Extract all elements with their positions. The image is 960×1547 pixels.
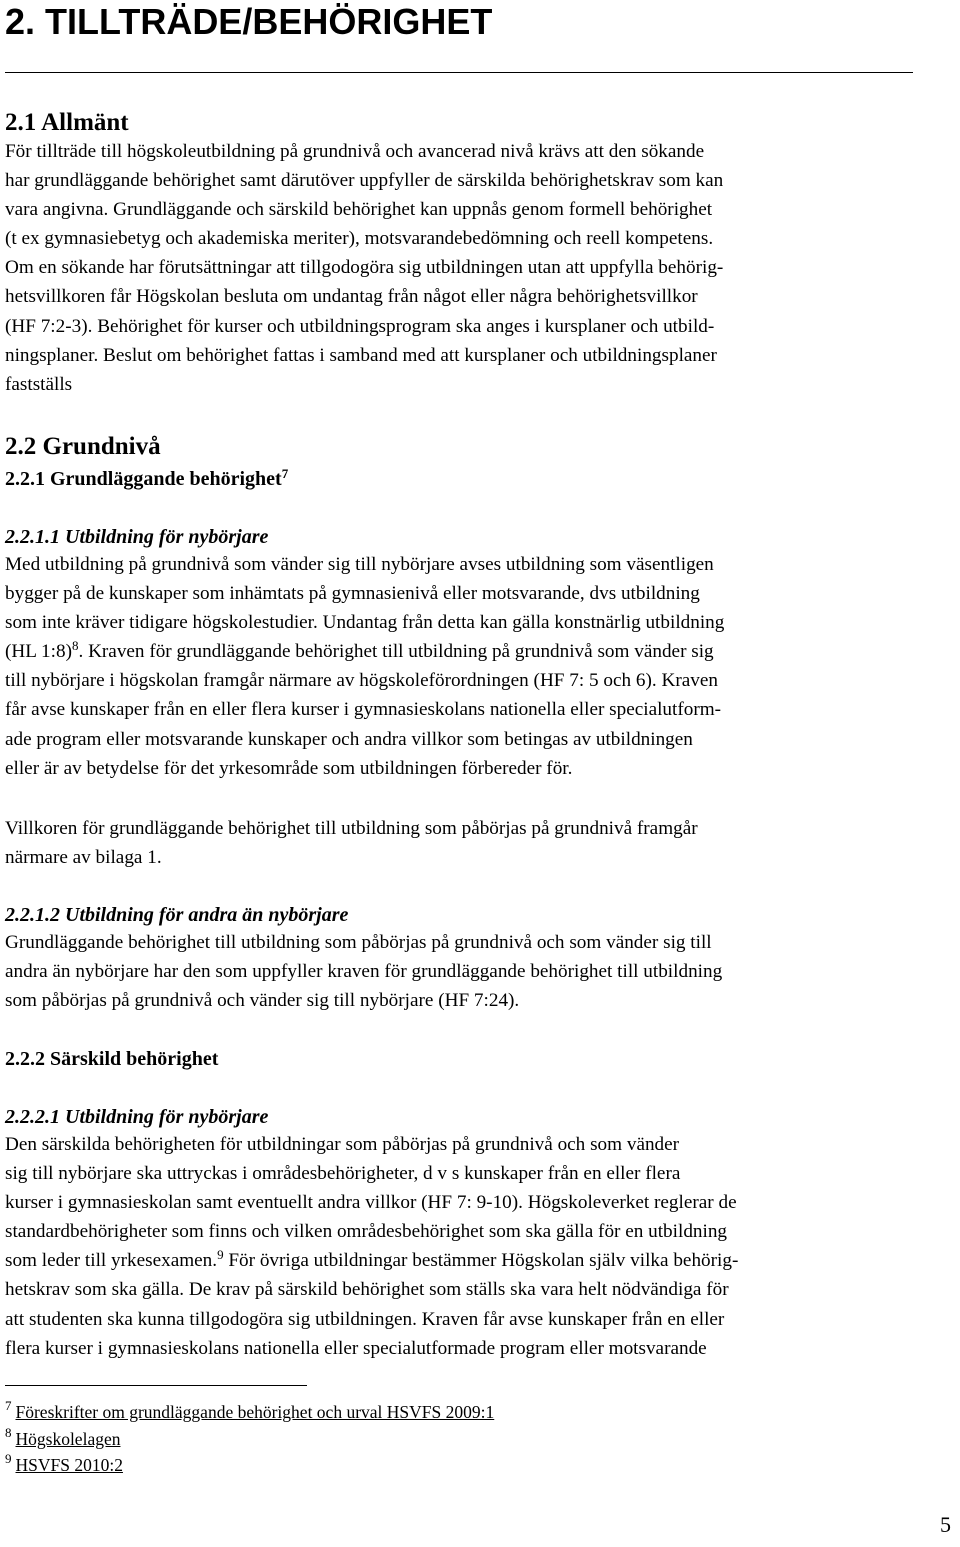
subsection-2-2-1-1	[5, 524, 955, 783]
text-line: hetsvillkoren får Högskolan besluta om undantag från något eller några behörighetsvillkor	[5, 286, 698, 308]
text-line: flera kurser i gymnasieskolans nationella eller specialutformade program eller motsvarande	[5, 1337, 707, 1359]
text-line: bygger på de kunskaper som inhämtats på gymnasienivå eller motsvarande, dvs utbildning	[5, 583, 700, 605]
text-line: fastställs	[5, 373, 73, 395]
subsection-2-2-1-1-paragraph-2	[5, 814, 955, 872]
subsection-2-2-1-1-paragraph	[5, 550, 955, 783]
subsection-2-2-2-1-paragraph	[5, 1130, 955, 1363]
text-line: Villkoren för grundläggande behörighet till utbildning som påbörjas på grundnivå framgår	[5, 818, 698, 839]
text-line: som inte kräver tidigare högskolestudier. Undantag från detta kan gälla konstnärlig utbildning	[5, 612, 725, 634]
subsection-title-2-2-1-1: 2.2.1.1 Utbildning för nybörjare	[5, 526, 269, 548]
text-line: hetskrav som ska gälla. De krav på särskild behörighet som ställs ska vara helt nödvändiga för	[5, 1279, 729, 1301]
text-line: (t ex gymnasiebetyg och akademiska meriter), motsvarandebedömning och reell kompetens.	[5, 228, 714, 250]
text-line: (HF 7:2-3). Behörighet för kurser och utbildningsprogram ska anges i kursplaner och utbild-	[5, 315, 715, 337]
subsection-2-2-1	[5, 466, 955, 492]
subsection-title-2-2-1-2: 2.2.1.2 Utbildning för andra än nybörjare	[5, 904, 349, 926]
chapter-heading: 2. TILLTRÄDE/BEHÖRIGHET	[5, 1, 493, 42]
footnote-link[interactable]: HSVFS 2010:2	[15, 1455, 123, 1475]
subsection-title-2-2-2: 2.2.2 Särskild behörighet	[5, 1048, 219, 1070]
section-2-1	[5, 108, 955, 399]
text-line: som påbörjas på grundnivå och vänder sig till nybörjare (HF 7:24).	[5, 990, 520, 1012]
text-line: Om en sökande har förutsättningar att tillgodogöra sig utbildningen utan att uppfylla behörig-	[5, 257, 724, 279]
text-line: som leder till yrkesexamen.$^9$ För övriga utbildningar bestämmer Högskolan själv vilka behörig-	[5, 1247, 739, 1272]
text-line: eller är av betydelse för det yrkesområde som utbildningen förbereder för.	[5, 757, 573, 779]
footnote-ref[interactable]: 9	[217, 1247, 224, 1263]
footnote-ref[interactable]: 7	[281, 466, 289, 481]
subsection-title-2-2-2-1: 2.2.2.1 Utbildning för nybörjare	[5, 1106, 269, 1128]
text-line: Grundläggande behörighet till utbildning som påbörjas på grundnivå och som vänder sig till	[5, 932, 712, 953]
text-line: kurser i gymnasieskolan samt eventuellt andra villkor (HF 7: 9-10). Högskoleverket reglerar de	[5, 1192, 737, 1214]
text-line: närmare av bilaga 1.	[5, 847, 162, 869]
section-title-2-1: 2.1 Allmänt	[5, 109, 129, 136]
footnote-number: 8	[5, 1425, 12, 1440]
section-2-1-paragraph	[5, 137, 955, 399]
text-line: sig till nybörjare ska uttryckas i områdesbehörigheter, d v s kunskaper från en eller flera	[5, 1163, 681, 1185]
section-2-2	[5, 432, 955, 462]
subsection-2-2-2	[5, 1046, 955, 1072]
heading-rule	[5, 72, 913, 73]
page-number: 5	[940, 1512, 951, 1537]
footnote-link[interactable]: Föreskrifter om grundläggande behörighet och urval HSVFS 2009:1	[15, 1402, 495, 1422]
subsection-title-2-2-1: 2.2.1 Grundläggande behörighet$^7$	[5, 466, 289, 490]
text-line: Den särskilda behörigheten för utbildningar som påbörjas på grundnivå och som vänder	[5, 1134, 680, 1155]
text-line: standardbehörigheter som finns och vilken områdesbehörighet som ska gälla för en utbildning	[5, 1221, 728, 1243]
text-line: till nybörjare i högskolan framgår närmare av högskoleförordningen (HF 7: 5 och 6). Kraven	[5, 670, 718, 692]
subsection-2-2-1-2-paragraph	[5, 928, 955, 1015]
text-line: Med utbildning på grundnivå som vänder sig till nybörjare avses utbildning som väsentligen	[5, 554, 714, 575]
footnote-number: 9	[5, 1451, 12, 1466]
section-title-2-2: 2.2 Grundnivå	[5, 433, 161, 460]
footnote-9	[5, 1451, 123, 1476]
footnote-7	[5, 1398, 495, 1423]
text-line: att studenten ska kunna tillgodogöra sig utbildningen. Kraven får avse kunskaper från en eller	[5, 1308, 725, 1330]
paragraph	[5, 814, 955, 872]
text-line: ningsplaner. Beslut om behörighet fattas i samband med att kursplaner och utbildningsplaner	[5, 344, 717, 366]
subsection-2-2-2-1	[5, 1104, 955, 1363]
footnote-8	[5, 1425, 121, 1450]
footnote-separator	[5, 1385, 307, 1386]
text-line: andra än nybörjare har den som uppfyller kraven för grundläggande behörighet till utbildning	[5, 961, 723, 983]
footnote-link[interactable]: Högskolelagen	[15, 1429, 121, 1449]
footnote-ref[interactable]: 8	[71, 638, 79, 654]
text-line: har grundläggande behörighet samt därutöver uppfyller de särskilda behörighetskrav som kan	[5, 170, 724, 192]
text-line: För tillträde till högskoleutbildning på grundnivå och avancerad nivå krävs att den sökande	[5, 141, 705, 162]
footnote-number: 7	[5, 1398, 12, 1413]
text-line: får avse kunskaper från en eller flera kurser i gymnasieskolans nationella eller specialutform-	[5, 699, 722, 721]
text-line: vara angivna. Grundläggande och särskild behörighet kan uppnås genom formell behörighet	[5, 199, 713, 221]
subsection-2-2-1-2	[5, 902, 955, 1015]
text-line: ade program eller motsvarande kunskaper och andra villkor som betingas av utbildningen	[5, 728, 693, 750]
text-line: (HL 1:8)$^8$. Kraven för grundläggande behörighet till utbildning på grundnivå som vänder sig	[5, 638, 714, 663]
